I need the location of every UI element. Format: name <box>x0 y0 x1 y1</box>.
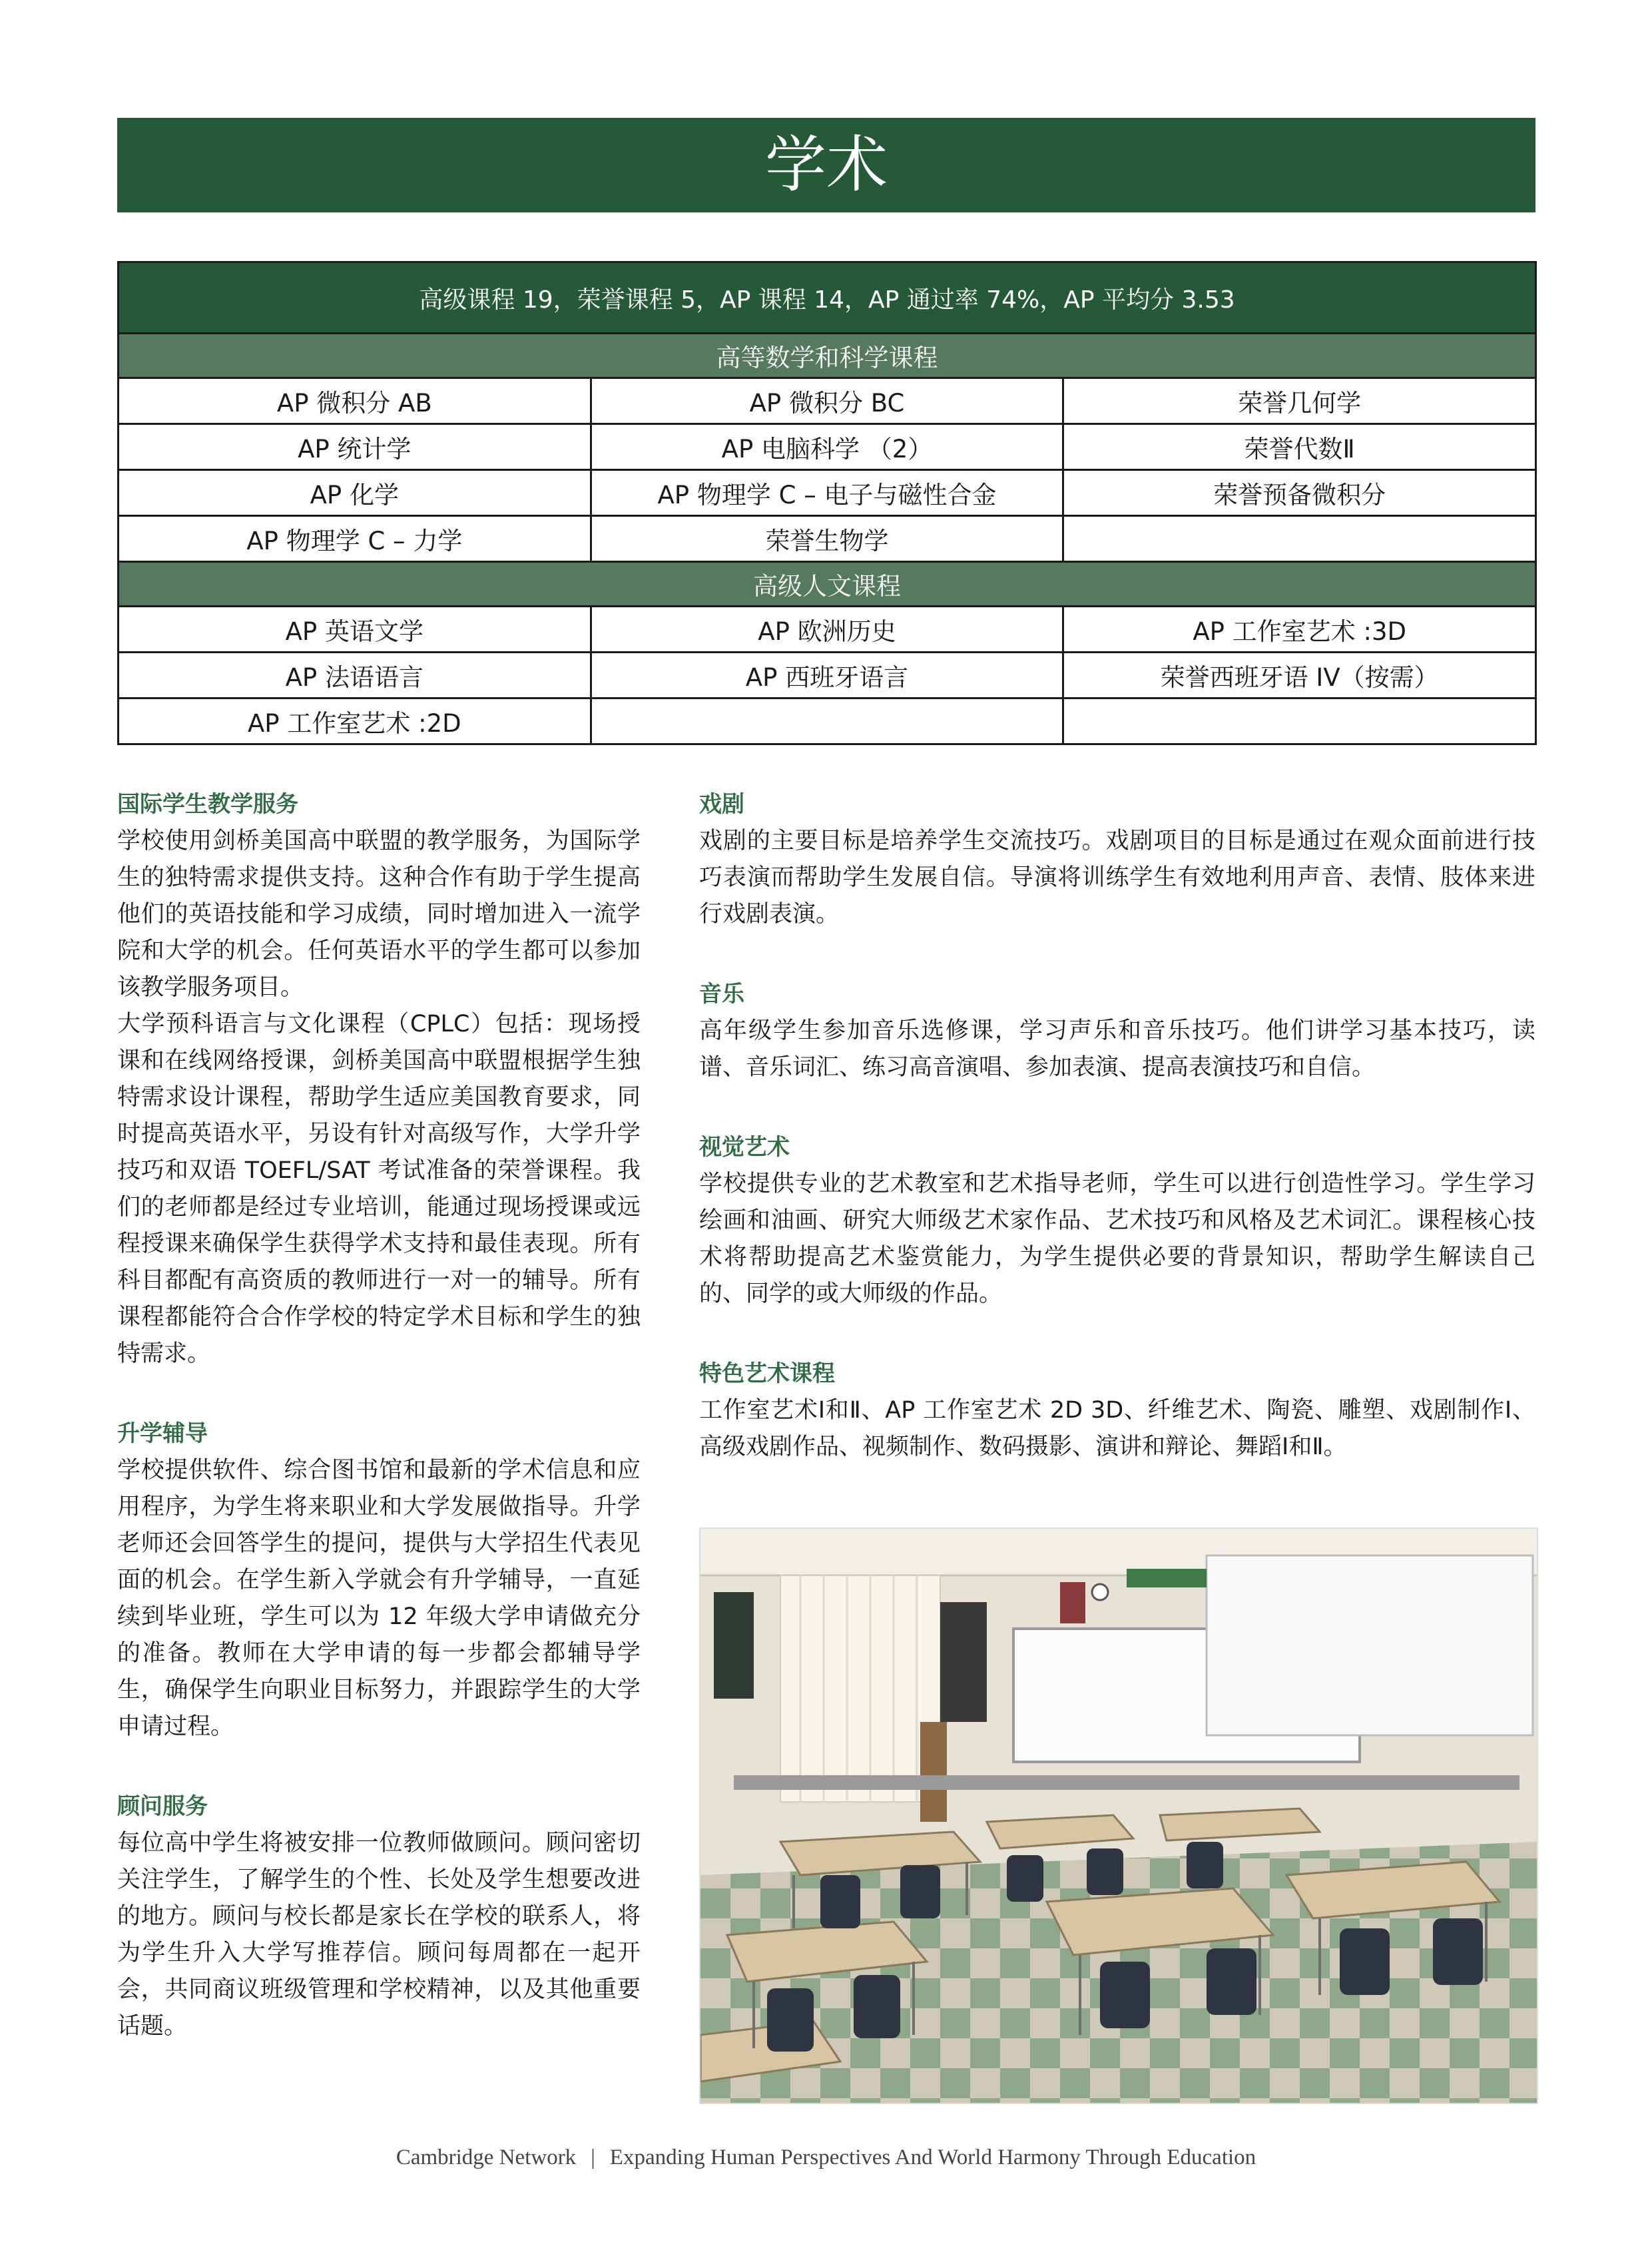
section-title-math-science: 高等数学和科学课程 <box>119 334 1536 378</box>
course-summary-row <box>119 262 1536 334</box>
page-title-banner <box>117 118 1535 212</box>
table-row <box>119 378 1536 424</box>
course-cell <box>591 699 1063 744</box>
section-paragraph: 学校提供专业的艺术教室和艺术指导老师，学生可以进行创造性学习。学生学习绘画和油画、研究大师级艺术家作品、艺术技巧和风格及艺术词汇。课程核心技术将帮助提高艺术鉴赏能力，为学生提供必要的背景知识，帮助学生解读自己的、同学的或大师级的作品。 <box>699 1171 1535 1307</box>
left-column <box>117 786 641 2088</box>
section-international-services <box>117 786 641 1372</box>
table-row <box>119 653 1536 699</box>
course-cell: AP 欧洲历史 <box>591 607 1063 653</box>
section-heading: 顾问服务 <box>117 1793 208 1820</box>
course-cell: 荣誉西班牙语 IV（按需） <box>1063 653 1536 699</box>
course-cell: AP 工作室艺术 :3D <box>1063 607 1536 653</box>
section-heading: 升学辅导 <box>117 1420 208 1447</box>
section-heading: 音乐 <box>699 981 744 1007</box>
course-cell: 荣誉代数Ⅱ <box>1063 424 1536 470</box>
course-cell <box>1063 699 1536 744</box>
table-row <box>119 699 1536 744</box>
section-college-counseling <box>117 1415 641 1745</box>
section-paragraph: 学校使用剑桥美国高中联盟的教学服务，为国际学生的独特需求提供支持。这种合作有助于学生提高他们的英语技能和学习成绩，同时增加进入一流学院和大学的机会。任何英语水平的学生都可以参加该教学服务项目。 <box>117 828 641 1001</box>
section-paragraph: 高年级学生参加音乐选修课，学习声乐和音乐技巧。他们讲学习基本技巧，读谱、音乐词汇、练习高音演唱、参加表演、提高表演技巧和自信。 <box>699 1017 1535 1081</box>
classroom-illustration <box>700 1529 1537 2103</box>
course-cell: 荣誉生物学 <box>591 516 1063 562</box>
section-heading: 国际学生教学服务 <box>117 791 298 818</box>
section-paragraph: 学校提供软件、综合图书馆和最新的学术信息和应用程序，为学生将来职业和大学发展做指导。升学老师还会回答学生的提问，提供与大学招生代表见面的机会。在学生新入学就会有升学辅导，一直延续到毕业班，学生可以为 12 年级大学申请做充分的准备。教师在大学申请的每一步都会都辅导学生，确保学生向职业目标努力，并跟踪学生的大学申请过程。 <box>117 1457 641 1740</box>
course-cell <box>1063 516 1536 562</box>
course-cell: AP 物理学 C – 电子与磁性合金 <box>591 470 1063 516</box>
course-cell: AP 化学 <box>119 470 591 516</box>
footer <box>0 2145 1652 2170</box>
footer-tagline: Expanding Human Perspectives And World Harmony Through Education <box>609 2145 1256 2169</box>
section-visual-arts <box>699 1129 1535 1312</box>
table-row <box>119 424 1536 470</box>
course-cell: AP 微积分 BC <box>591 378 1063 424</box>
section-paragraph: 大学预科语言与文化课程（CPLC）包括：现场授课和在线网络授课，剑桥美国高中联盟根据学生独特需求设计课程，帮助学生适应美国教育要求，同时提高英语水平，另设有针对高级写作，大学升学技巧和双语 TOEFL/SAT 考试准备的荣誉课程。我们的老师都是经过专业培训，能通过现场授课或远程授课来确保学生获得学术支持和最佳表现。所有科目都配有高资质的教师进行一对一的辅导。所有课程都能符合合作学校的特定学术目标和学生的独特需求。 <box>117 1011 641 1367</box>
section-paragraph: 工作室艺术Ⅰ和Ⅱ、AP 工作室艺术 2D 3D、纤维艺术、陶瓷、雕塑、戏剧制作Ⅰ、高级戏剧作品、视频制作、数码摄影、演讲和辩论、舞蹈Ⅰ和Ⅱ。 <box>699 1397 1535 1460</box>
table-row <box>119 516 1536 562</box>
right-column <box>699 786 1535 1508</box>
classroom-photo <box>699 1528 1538 2104</box>
footer-separator: | <box>591 2145 595 2169</box>
section-music <box>699 976 1535 1086</box>
course-summary: 高级课程 19，荣誉课程 5，AP 课程 14，AP 通过率 74%，AP 平均分 3.53 <box>119 262 1536 334</box>
table-row <box>119 470 1536 516</box>
section-heading: 戏剧 <box>699 791 744 818</box>
course-table <box>117 261 1537 745</box>
section-drama <box>699 786 1535 933</box>
course-cell: AP 物理学 C – 力学 <box>119 516 591 562</box>
section-featured-arts <box>699 1355 1535 1466</box>
section-title-humanities: 高级人文课程 <box>119 562 1536 607</box>
section-heading: 特色艺术课程 <box>699 1360 835 1387</box>
section-header-row <box>119 562 1536 607</box>
course-cell: AP 统计学 <box>119 424 591 470</box>
course-cell: 荣誉几何学 <box>1063 378 1536 424</box>
table-row <box>119 607 1536 653</box>
section-paragraph: 每位高中学生将被安排一位教师做顾问。顾问密切关注学生，了解学生的个性、长处及学生想要改进的地方。顾问与校长都是家长在学校的联系人，将为学生升入大学写推荐信。顾问每周都在一起开会，共同商议班级管理和学校精神，以及其他重要话题。 <box>117 1830 641 2040</box>
course-cell: AP 工作室艺术 :2D <box>119 699 591 744</box>
section-advisory <box>117 1788 641 2045</box>
course-cell: AP 电脑科学 （2） <box>591 424 1063 470</box>
footer-org: Cambridge Network <box>396 2145 577 2169</box>
course-cell: 荣誉预备微积分 <box>1063 470 1536 516</box>
course-cell: AP 西班牙语言 <box>591 653 1063 699</box>
course-cell: AP 法语语言 <box>119 653 591 699</box>
page-title: 学术 <box>764 129 888 200</box>
course-cell: AP 微积分 AB <box>119 378 591 424</box>
section-header-row <box>119 334 1536 378</box>
course-cell: AP 英语文学 <box>119 607 591 653</box>
section-heading: 视觉艺术 <box>699 1134 790 1161</box>
section-paragraph: 戏剧的主要目标是培养学生交流技巧。戏剧项目的目标是通过在观众面前进行技巧表演而帮助学生发展自信。导演将训练学生有效地利用声音、表情、肢体来进行戏剧表演。 <box>699 828 1535 928</box>
